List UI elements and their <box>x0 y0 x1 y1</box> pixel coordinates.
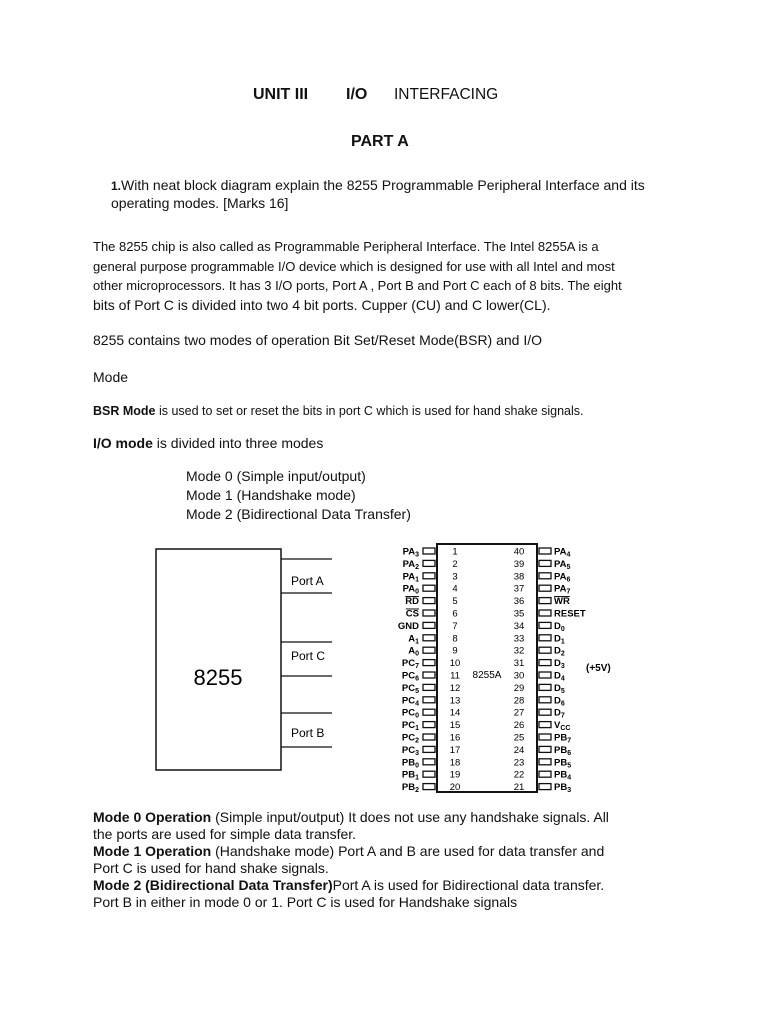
unit-title <box>253 86 308 104</box>
pin-left-9 <box>423 647 435 653</box>
pin-left-13 <box>423 697 435 703</box>
pin-number-18: 18 <box>449 757 461 769</box>
pin-right-35 <box>539 610 551 616</box>
pin-name-right-16: $PB_6$ <box>554 744 572 757</box>
mode1-line2: Port C is used for hand shake signals. <box>93 860 329 876</box>
pin-name-right-15: $PB_7$ <box>554 732 572 745</box>
pin-number-19: 19 <box>449 769 461 781</box>
intro-line: bits of Port C is divided into two 4 bit ports. Cupper (CU) and C lower(CL). <box>93 296 551 313</box>
pin-name-right-4: WR <box>554 596 570 608</box>
mode2-line2: Port B in either in mode 0 or 1. Port C is used for Handshake signals <box>93 894 518 910</box>
pin-number-29: 29 <box>513 682 525 694</box>
question-number: 1. <box>111 179 122 193</box>
intro-line: general purpose programmable I/O device which is designed for use with all Intel and most <box>93 258 615 274</box>
pin-name-left-11: $PC_5$ <box>401 682 419 695</box>
io-mode-bold: I/O mode <box>93 435 153 451</box>
part-title: PART A <box>351 133 409 150</box>
pin-name-left-10: $PC_6$ <box>401 670 419 683</box>
pin-name-left-4: RD <box>405 596 419 608</box>
pin-number-15: 15 <box>449 720 461 732</box>
pin-number-38: 38 <box>513 571 525 583</box>
pin-right-21 <box>539 784 551 790</box>
pin-number-6: 6 <box>452 608 458 620</box>
pin-name-left-2: $PA_1$ <box>402 571 419 584</box>
pin-name-right-12: $D_6$ <box>554 695 565 708</box>
pin-number-36: 36 <box>513 596 525 608</box>
pin-number-28: 28 <box>513 695 525 707</box>
io-mode-rest: is divided into three modes <box>152 435 324 451</box>
io-title: I/O <box>346 86 368 103</box>
pin-name-left-6: GND <box>397 620 419 632</box>
pin-number-40: 40 <box>513 546 525 558</box>
pin-left-2 <box>423 560 435 566</box>
pin-right-22 <box>539 771 551 777</box>
pin-number-32: 32 <box>513 645 525 657</box>
pin-left-20 <box>423 784 435 790</box>
mode-list-item: Mode 1 (Handshake mode) <box>186 487 356 503</box>
pin-number-25: 25 <box>513 732 525 744</box>
pin-right-40 <box>539 548 551 554</box>
pin-right-32 <box>539 647 551 653</box>
pin-name-right-8: $D_2$ <box>554 645 565 658</box>
pin-name-left-13: $PC_0$ <box>401 707 419 720</box>
pin-number-14: 14 <box>449 707 461 719</box>
ic-label: 8255A <box>472 670 502 681</box>
pin-left-17 <box>423 746 435 752</box>
pin-number-11: 11 <box>450 670 460 682</box>
pin-number-4: 4 <box>452 583 458 595</box>
intro-paragraph <box>93 237 622 315</box>
pin-name-left-15: $PC_2$ <box>401 732 419 745</box>
mode2-bold: Mode 2 (Bidirectional Data Transfer) <box>93 877 333 893</box>
pin-name-right-1: $PA_5$ <box>554 558 571 571</box>
modes-intro-line2: Mode <box>93 369 129 385</box>
pin-right-27 <box>539 709 551 715</box>
bsr-rest: is used to set or reset the bits in port C which is used for hand shake signals. <box>155 404 584 418</box>
pin-name-right-18: $PB_4$ <box>554 769 572 782</box>
pin-name-left-16: $PC_3$ <box>401 744 419 757</box>
pin-left-3 <box>423 573 435 579</box>
pin-name-right-5: RESET <box>554 608 586 620</box>
pin-left-18 <box>423 759 435 765</box>
pin-number-22: 22 <box>513 769 525 781</box>
intro-line: other microprocessors. It has 3 I/O ports, Port A , Port B and Port C each of 8 bits. The eight <box>93 278 622 293</box>
mode-list-item: Mode 2 (Bidirectional Data Transfer) <box>186 506 411 522</box>
mode1-bold: Mode 1 Operation <box>93 843 212 859</box>
pin-number-17: 17 <box>449 744 461 756</box>
pin-name-left-19: $PB_2$ <box>401 782 419 795</box>
pin-number-13: 13 <box>449 695 461 707</box>
pin-name-right-19: $PB_3$ <box>554 782 572 795</box>
vcc-note: (+5V) <box>586 663 611 674</box>
pin-number-21: 21 <box>513 782 525 794</box>
pin-number-33: 33 <box>513 633 525 645</box>
pin-name-right-3: $PA_7$ <box>554 583 571 596</box>
pin-name-left-1: $PA_2$ <box>402 558 419 571</box>
pin-number-26: 26 <box>513 720 525 732</box>
pin-left-10 <box>423 660 435 666</box>
pin-name-left-18: $PB_1$ <box>401 769 419 782</box>
pin-name-right-7: $D_1$ <box>554 633 565 646</box>
mode-list-item: Mode 0 (Simple input/output) <box>186 468 366 484</box>
pin-diagram <box>356 540 646 796</box>
pin-number-9: 9 <box>452 645 458 657</box>
pin-name-left-3: $PA_0$ <box>402 583 419 596</box>
mode1-line1 <box>93 843 609 860</box>
pin-name-right-11: $D_5$ <box>554 682 565 695</box>
pin-number-24: 24 <box>513 744 525 756</box>
pin-number-35: 35 <box>513 608 525 620</box>
operations <box>93 809 609 911</box>
pin-name-right-2: $PA_6$ <box>554 571 571 584</box>
pin-left-4 <box>423 585 435 591</box>
pin-number-3: 3 <box>452 571 458 583</box>
pin-left-7 <box>423 622 435 628</box>
pin-number-2: 2 <box>452 558 458 570</box>
mode2-text: Port A is used for Bidirectional data transfer. <box>332 877 605 893</box>
pin-right-36 <box>539 598 551 604</box>
pin-number-16: 16 <box>449 732 461 744</box>
pin-name-right-0: $PA_4$ <box>554 546 571 559</box>
chip-label: 8255 <box>193 665 243 690</box>
pin-name-left-8: $A_0$ <box>408 645 419 658</box>
pin-number-31: 31 <box>513 658 525 670</box>
pin-left-6 <box>423 610 435 616</box>
pin-left-5 <box>423 598 435 604</box>
mode2-line1 <box>93 877 609 894</box>
question <box>111 177 671 212</box>
mode0-line2: the ports are used for simple data transfer. <box>93 826 357 842</box>
modes-intro-line1: 8255 contains two modes of operation Bit Set/Reset Mode(BSR) and I/O <box>93 332 543 348</box>
pin-left-8 <box>423 635 435 641</box>
pin-left-14 <box>423 709 435 715</box>
pin-number-7: 7 <box>452 620 458 632</box>
block-diagram <box>150 543 340 775</box>
pin-number-27: 27 <box>513 707 525 719</box>
pin-number-39: 39 <box>513 558 525 570</box>
pin-name-left-9: $PC_7$ <box>401 658 419 671</box>
pin-number-1: 1 <box>452 546 458 558</box>
pin-number-37: 37 <box>513 583 525 595</box>
pin-name-left-0: $PA_3$ <box>402 546 419 559</box>
pin-name-right-14: $V_{CC}$ <box>554 720 571 733</box>
mode1-text: (Handshake mode) Port A and B are used for data transfer and <box>211 843 605 859</box>
pin-number-30: 30 <box>513 670 525 682</box>
pin-name-left-17: $PB_0$ <box>401 757 419 770</box>
pin-left-11 <box>423 672 435 678</box>
pin-number-34: 34 <box>513 620 525 632</box>
question-text: With neat block diagram explain the 8255 Programmable Peripheral Interface and its operating modes. [Marks 16] <box>111 177 645 211</box>
pin-number-23: 23 <box>513 757 525 769</box>
pin-right-24 <box>539 746 551 752</box>
pin-left-15 <box>423 722 435 728</box>
pin-right-30 <box>539 672 551 678</box>
port-b-label: Port B <box>291 726 325 740</box>
pin-right-25 <box>539 734 551 740</box>
intro-line: The 8255 chip is also called as Programmable Peripheral Interface. The Intel 8255A is a <box>93 239 599 254</box>
pin-name-right-13: $D_7$ <box>554 707 565 720</box>
pin-right-37 <box>539 585 551 591</box>
pin-right-29 <box>539 684 551 690</box>
bsr-paragraph <box>93 404 584 418</box>
pin-number-12: 12 <box>449 682 461 694</box>
bsr-bold: BSR Mode <box>93 404 156 418</box>
pin-name-right-9: $D_3$ <box>554 658 565 671</box>
pin-name-right-10: $D_4$ <box>554 670 565 683</box>
pin-number-5: 5 <box>452 596 458 608</box>
pin-left-1 <box>423 548 435 554</box>
pin-right-39 <box>539 560 551 566</box>
pin-name-right-6: $D_0$ <box>554 620 565 633</box>
port-c-label: Port C <box>291 649 326 663</box>
port-a-label: Port A <box>291 574 324 588</box>
pin-number-20: 20 <box>449 782 461 794</box>
mode0-bold: Mode 0 Operation <box>93 809 212 825</box>
pin-right-34 <box>539 622 551 628</box>
pin-right-23 <box>539 759 551 765</box>
pin-left-12 <box>423 684 435 690</box>
io-mode-paragraph <box>93 435 323 451</box>
pin-right-31 <box>539 660 551 666</box>
pin-left-16 <box>423 734 435 740</box>
pin-right-33 <box>539 635 551 641</box>
pin-right-28 <box>539 697 551 703</box>
pin-name-left-14: $PC_1$ <box>401 720 419 733</box>
pin-left-19 <box>423 771 435 777</box>
pin-name-left-5: CS <box>405 608 419 620</box>
pin-number-8: 8 <box>452 633 458 645</box>
pin-name-left-12: $PC_4$ <box>401 695 419 708</box>
pin-number-10: 10 <box>449 658 461 670</box>
pin-name-left-7: $A_1$ <box>408 633 419 646</box>
pin-name-right-17: $PB_5$ <box>554 757 572 770</box>
interfacing-title: INTERFACING <box>394 86 499 103</box>
mode0-text: (Simple input/output) It does not use any handshake signals. All <box>211 809 609 825</box>
mode-list <box>186 467 411 524</box>
chip-box <box>156 549 281 770</box>
pin-right-38 <box>539 573 551 579</box>
pin-right-26 <box>539 722 551 728</box>
mode0-line1 <box>93 809 609 826</box>
unit-number: UNIT III <box>253 86 309 103</box>
